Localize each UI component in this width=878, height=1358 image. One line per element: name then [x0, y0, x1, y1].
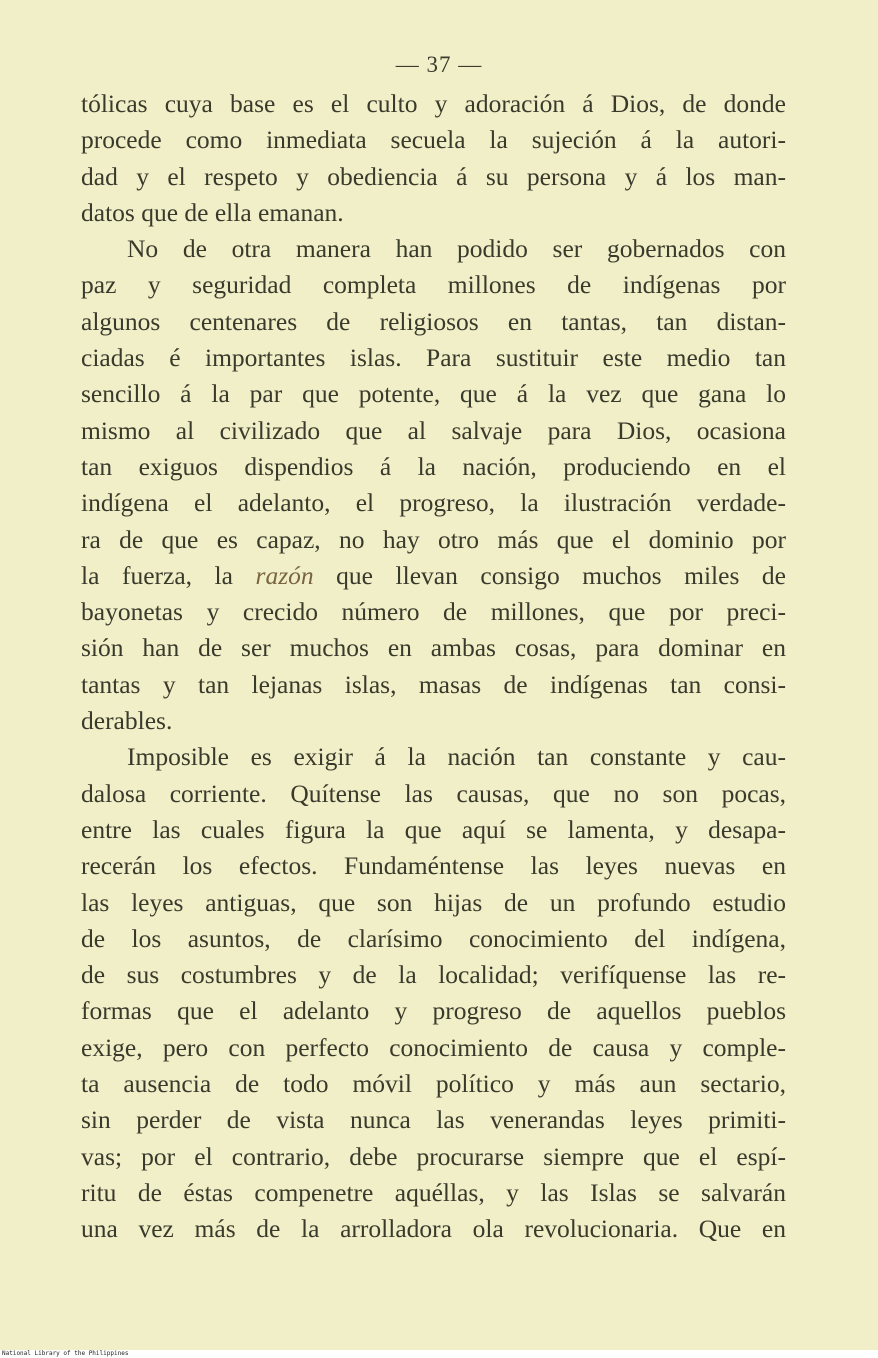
text-line: dad y el respeto y obediencia á su persona y á los man- — [81, 161, 786, 191]
footer-bar — [0, 1350, 878, 1358]
text-line: ciadas é importantes islas. Para sustituir este medio tan — [81, 343, 786, 373]
text-line: derables. — [81, 706, 173, 736]
text-line: de los asuntos, de clarísimo conocimiento del indígena, — [81, 923, 786, 953]
text-line: tantas y tan lejanas islas, masas de indígenas tan consi- — [81, 669, 786, 699]
footer-credit: National Library of the Philippines — [2, 1350, 129, 1357]
text-line: sin perder de vista nunca las venerandas leyes primiti- — [81, 1105, 786, 1135]
text-line: algunos centenares de religiosos en tantas, tan distan- — [81, 306, 786, 336]
text-line: sión han de ser muchos en ambas cosas, para dominar en — [81, 633, 786, 663]
text-line: formas que el adelanto y progreso de aquellos pueblos — [81, 996, 786, 1026]
text-line: No de otra manera han podido ser gobernados con — [127, 234, 786, 264]
text-line: datos que de ella emanan. — [81, 197, 344, 227]
text-line: vas; por el contrario, debe procurarse siempre que el espí- — [81, 1141, 786, 1171]
text-line: una vez más de la arrolladora ola revolucionaria. Que en — [81, 1214, 786, 1244]
text-line: paz y seguridad completa millones de indígenas por — [81, 270, 786, 300]
text-line: dalosa corriente. Quítense las causas, que no son pocas, — [81, 778, 786, 808]
page-number: — 37 — — [395, 52, 483, 77]
text-line-with-italic — [81, 558, 786, 594]
text-segment: la fuerza, la — [81, 560, 256, 590]
text-line: ta ausencia de todo móvil político y más aun sectario, — [81, 1069, 786, 1099]
text-line: sencillo á la par que potente, que á la vez que gana lo — [81, 379, 786, 409]
text-line: Imposible es exigir á la nación tan constante y cau- — [127, 742, 786, 772]
text-line: entre las cuales figura la que aquí se lamenta, y desapa- — [81, 814, 786, 844]
text-line: las leyes antiguas, que son hijas de un profundo estudio — [81, 887, 786, 917]
text-line: de sus costumbres y de la localidad; verifíquense las re- — [81, 960, 786, 990]
text-segment: que llevan consigo muchos miles de — [313, 560, 786, 590]
text-line: ritu de éstas compenetre aquéllas, y las Islas se salvarán — [81, 1177, 786, 1207]
text-line: tólicas cuya base es el culto y adoración á Dios, de donde — [81, 89, 786, 118]
text-line: recerán los efectos. Fundaméntense las leyes nuevas en — [81, 851, 786, 881]
text-line: mismo al civilizado que al salvaje para Dios, ocasiona — [81, 415, 786, 445]
italic-word: razón — [255, 560, 314, 590]
text-line: bayonetas y crecido número de millones, que por preci- — [81, 597, 786, 627]
body-text — [81, 86, 786, 1248]
text-line: tan exiguos dispendios á la nación, produciendo en el — [81, 451, 786, 481]
text-line: indígena el adelanto, el progreso, la ilustración verdade- — [81, 488, 786, 518]
text-line: procede como inmediata secuela la sujeción á la autori- — [81, 125, 786, 155]
text-line: exige, pero con perfecto conocimiento de causa y comple- — [81, 1032, 786, 1062]
text-line: ra de que es capaz, no hay otro más que el dominio por — [81, 524, 786, 554]
